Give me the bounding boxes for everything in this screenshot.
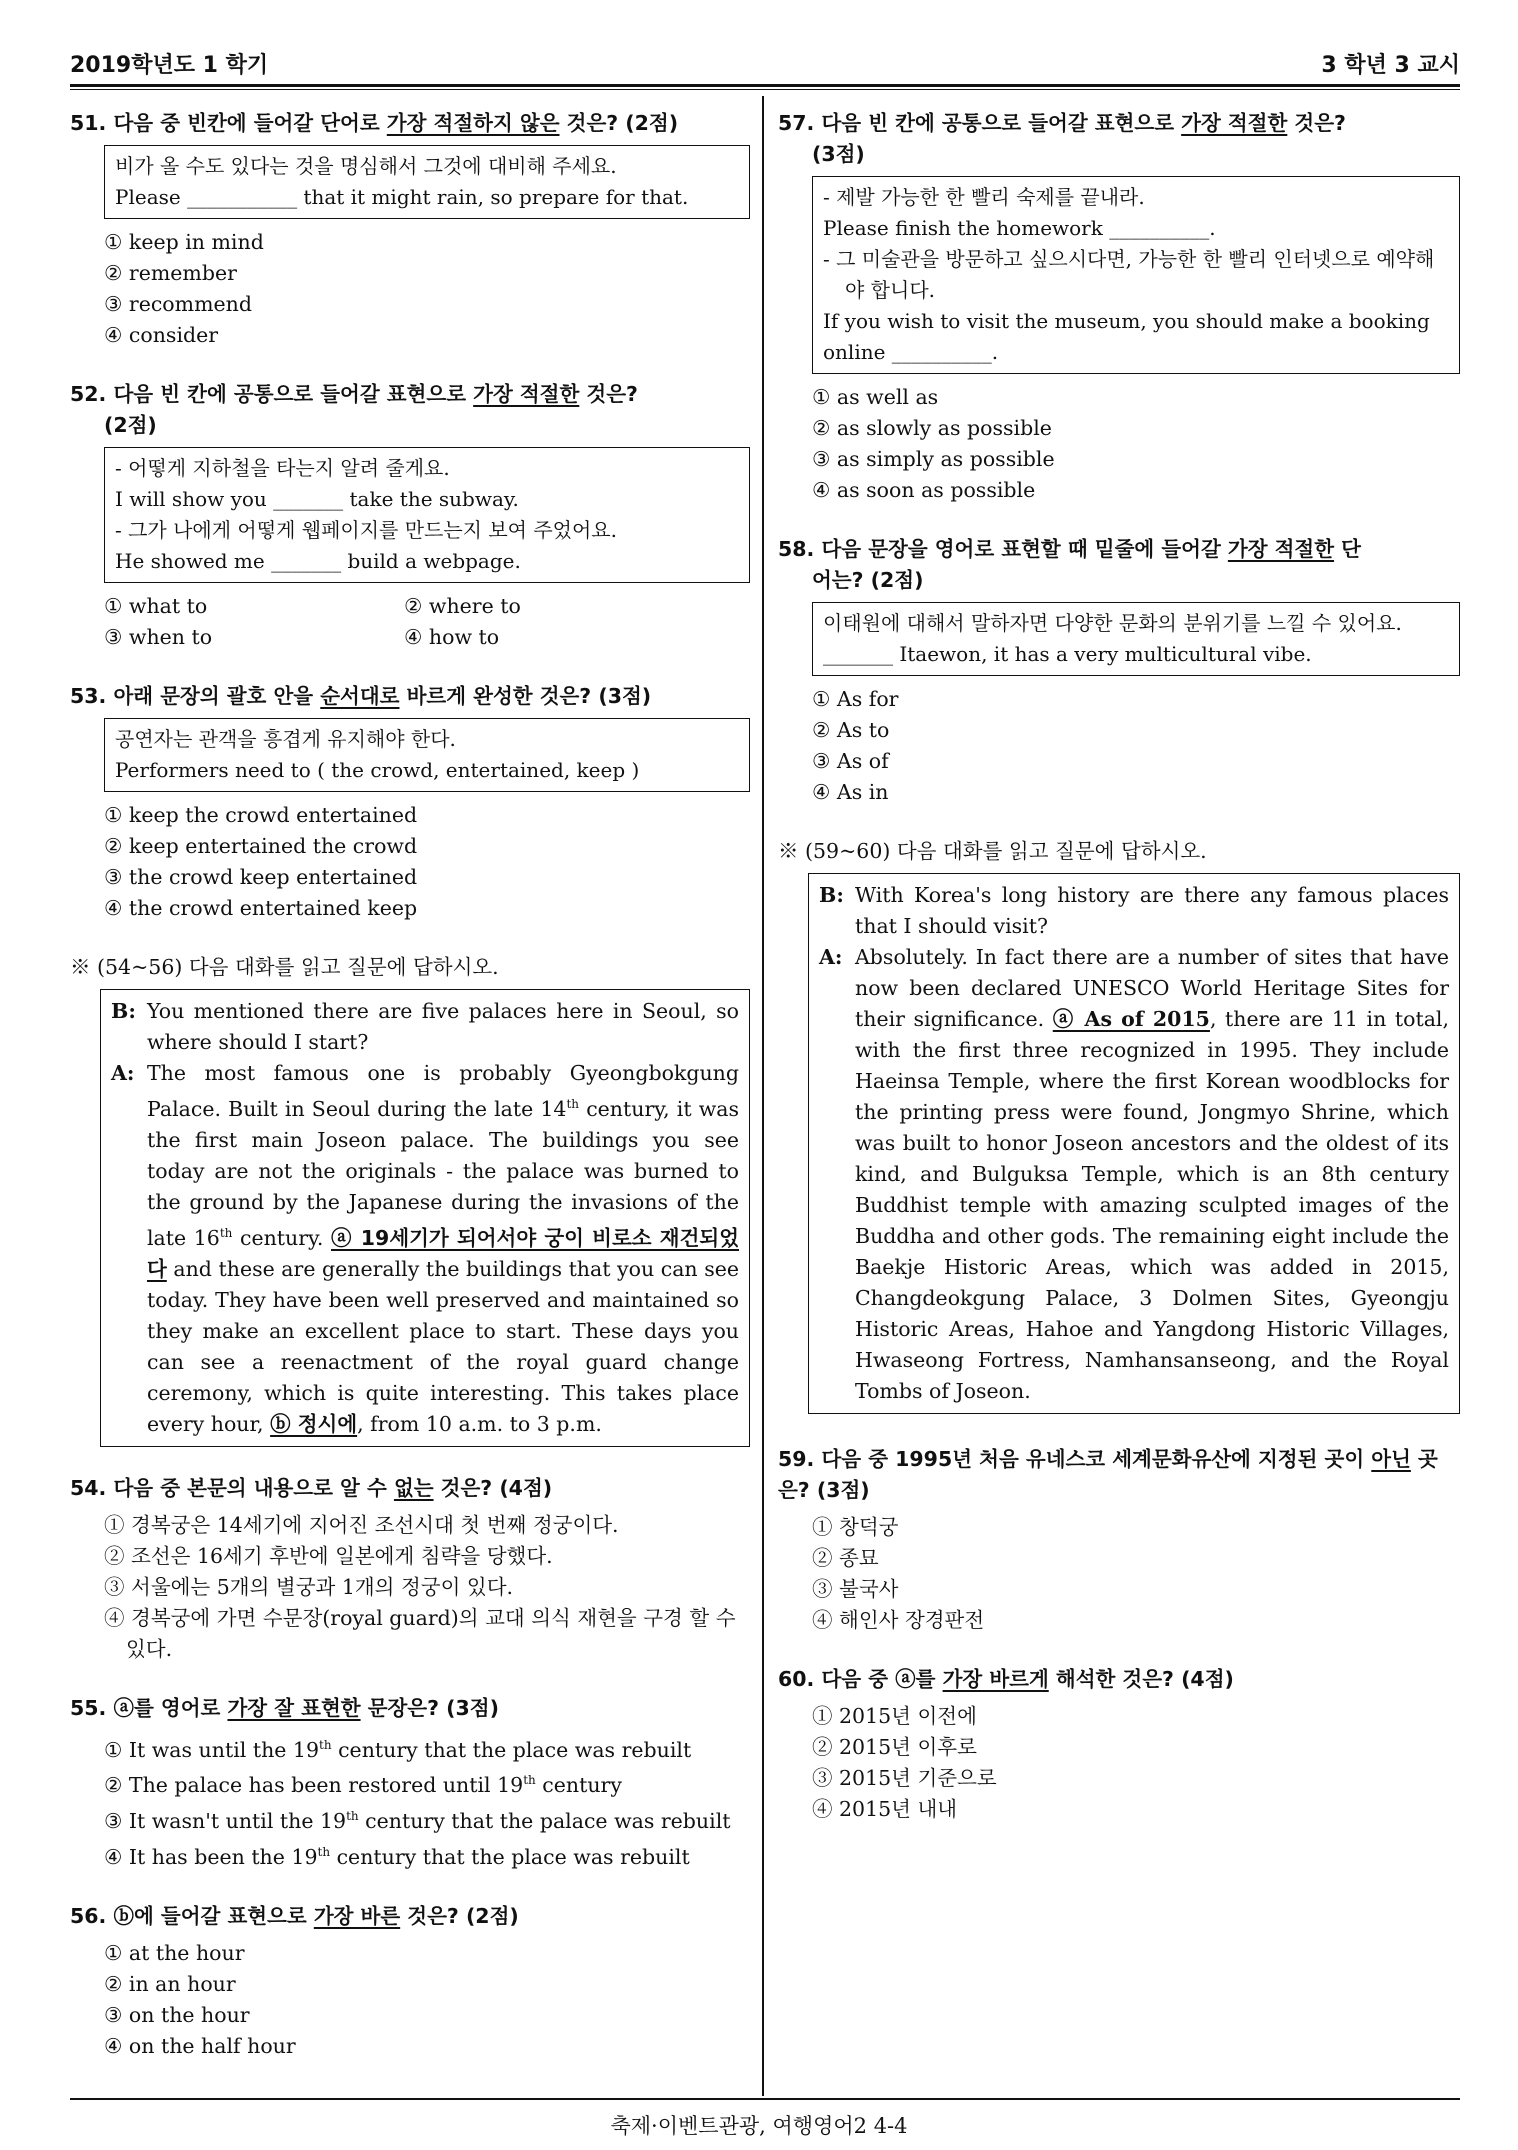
- option-53-1[interactable]: ① keep the crowd entertained: [104, 803, 418, 827]
- option-58-4[interactable]: ④ As in: [812, 780, 889, 804]
- question-59: [778, 1444, 1460, 1636]
- option-51-3[interactable]: ③ recommend: [104, 292, 252, 316]
- option-59-3[interactable]: ③ 불국사: [812, 1577, 899, 1601]
- question-60: [778, 1664, 1460, 1825]
- option-52-4[interactable]: ④ how to: [404, 625, 500, 649]
- option-52-1[interactable]: ① what to: [104, 594, 208, 618]
- option-57-4[interactable]: ④ as soon as possible: [812, 478, 1036, 502]
- option-59-2[interactable]: ② 종묘: [812, 1546, 879, 1570]
- question-54-stem: 54. 다음 중 본문의 내용으로 알 수 없는 것은? (4점): [70, 1475, 553, 1500]
- question-51-box: 비가 올 수도 있다는 것을 명심해서 그것에 대비해 주세요. Please ___________ that it might rain, so prepare for that.: [104, 145, 750, 219]
- question-57-stem: 57. 다음 빈 칸에 공통으로 들어갈 표현으로 가장 적절한 것은? (3점): [778, 111, 1346, 166]
- marker-b: ⓑ 정시에: [270, 1411, 358, 1436]
- question-53-box: 공연자는 관객을 흥겹게 유지해야 한다. Performers need to ( the crowd, entertained, keep ): [104, 718, 750, 792]
- option-55-1[interactable]: ① It was until the 19th century that the place was rebuilt: [104, 1737, 692, 1762]
- question-60-stem: 60. 다음 중 ⓐ를 가장 바르게 해석한 것은? (4점): [778, 1667, 1234, 1691]
- question-55: [70, 1693, 750, 1873]
- option-55-2[interactable]: ② The palace has been restored until 19th century: [104, 1773, 622, 1798]
- dialog-turn-a: A: The most famous one is probably Gyeongbokgung Palace. Built in Seoul during the late 14th century, it was the first main Joseon palace. The buildings you see today are not the originals - the palace was burned to the ground by the Japanese during the invasions of the late 16th century. ⓐ 19세기가 되어서야 궁이 비로소 재건되었다 and these are generally the buildings that you can see today. They have been well preserved and maintained so they make an excellent place to start. These days you can see a reenactment of the royal guard change ceremony, which is quite interesting. This takes place every hour, ⓑ 정시에, from 10 a.m. to 3 p.m.: [111, 1061, 740, 1436]
- header-term: 2019학년도 1 학기: [70, 53, 269, 78]
- option-60-3[interactable]: ③ 2015년 기준으로: [812, 1766, 997, 1790]
- option-54-4[interactable]: ④ 경복궁에 가면 수문장(royal guard)의 교대 의식 재현을 구경 할 수 있다.: [104, 1605, 736, 1661]
- option-56-2[interactable]: ② in an hour: [104, 1971, 236, 1996]
- option-51-1[interactable]: ① keep in mind: [104, 230, 264, 254]
- column-divider: [762, 96, 764, 2096]
- option-53-3[interactable]: ③ the crowd keep entertained: [104, 865, 418, 889]
- option-54-3[interactable]: ③ 서울에는 5개의 별궁과 1개의 정궁이 있다.: [104, 1574, 514, 1599]
- option-56-1[interactable]: ① at the hour: [104, 1940, 245, 1965]
- question-54: [70, 1473, 750, 1665]
- instruction-54-56: ※ (54~56) 다음 대화를 읽고 질문에 답하시오.: [70, 955, 499, 979]
- option-60-4[interactable]: ④ 2015년 내내: [812, 1797, 958, 1821]
- question-53: [70, 681, 750, 924]
- option-52-3[interactable]: ③ when to: [104, 625, 213, 649]
- option-57-3[interactable]: ③ as simply as possible: [812, 447, 1055, 471]
- option-57-1[interactable]: ① as well as: [812, 385, 939, 409]
- option-54-2[interactable]: ② 조선은 16세기 후반에 일본에게 침략을 당했다.: [104, 1543, 553, 1568]
- option-54-1[interactable]: ① 경복궁은 14세기에 지어진 조선시대 첫 번째 정궁이다.: [104, 1512, 619, 1537]
- question-51: [70, 108, 750, 351]
- option-51-2[interactable]: ② remember: [104, 261, 237, 285]
- question-52-stem: 52. 다음 빈 칸에 공통으로 들어갈 표현으로 가장 적절한 것은? (2점): [70, 382, 638, 437]
- option-59-1[interactable]: ① 창덕궁: [812, 1515, 899, 1539]
- option-51-4[interactable]: ④ consider: [104, 323, 219, 347]
- option-58-1[interactable]: ① As for: [812, 687, 899, 711]
- question-58-box: 이태원에 대해서 말하자면 다양한 문화의 분위기를 느낄 수 있어요. _______ Itaewon, it has a very multicultural vibe.: [812, 602, 1460, 676]
- option-53-4[interactable]: ④ the crowd entertained keep: [104, 896, 418, 920]
- page-header: [70, 48, 1460, 88]
- dialog2-turn-a: A: Absolutely. In fact there are a number of sites that have now been declared UNESCO World Heritage Sites for their significance. ⓐ As of 2015, there are 11 in total, with the first three recognized in 1995. They include Haeinsa Temple, where the first Korean woodblocks for the printing press were found, Jongmyo Shrine, which was built to honor Joseon ancestors and the oldest of its kind, and Bulguksa Temple, which is an 8th century Buddhist temple with amazing sculpted images of the Buddha and other gods. The remaining eight include the Baekje Historic Areas, which was added in 2015, Changdeokgung Palace, 3 Dolmen Sites, Gyeongju Historic Areas, Hahoe and Yangdong Historic Villages, Hwaseong Fortress, Namhansanseong, and the Royal Tombs of Joseon.: [819, 945, 1450, 1403]
- question-51-stem: 51. 다음 중 빈칸에 들어갈 단어로 가장 적절하지 않은 것은? (2점): [70, 111, 679, 135]
- option-60-1[interactable]: ① 2015년 이전에: [812, 1704, 977, 1728]
- dialog2-turn-b: B: With Korea's long history are there any famous places that I should visit?: [819, 883, 1449, 938]
- option-52-2[interactable]: ② where to: [404, 594, 521, 618]
- footer-rule: [70, 2098, 1460, 2100]
- question-52-box: - 어떻게 지하철을 타는지 알려 줄게요. I will show you _______ take the subway. - 그가 나에게 어떻게 웹페이지를 만드는지 보여 주었어요. He showed me _______ build a webpage.: [104, 447, 750, 583]
- option-55-4[interactable]: ④ It has been the 19th century that the place was rebuilt: [104, 1844, 690, 1869]
- marker-a-2: ⓐ As of 2015: [1052, 1007, 1210, 1031]
- instruction-59-60: ※ (59~60) 다음 대화를 읽고 질문에 답하시오.: [778, 839, 1207, 863]
- question-57-box: - 제발 가능한 한 빨리 숙제를 끝내라. Please finish the homework __________. - 그 미술관을 방문하고 싶으시다면, 가능한 한 빨리 인터넷으로 예약해야 합니다. If you wish to visit the museum, you should make a booking online __________.: [812, 176, 1460, 374]
- question-57: [778, 108, 1460, 506]
- option-57-2[interactable]: ② as slowly as possible: [812, 416, 1052, 440]
- option-60-2[interactable]: ② 2015년 이후로: [812, 1735, 977, 1759]
- page-footer: 축제·이벤트관광, 여행영어2 4-4: [610, 2114, 908, 2138]
- option-59-4[interactable]: ④ 해인사 장경판전: [812, 1608, 985, 1632]
- question-56-stem: 56. ⓑ에 들어갈 표현으로 가장 바른 것은? (2점): [70, 1903, 519, 1928]
- option-55-3[interactable]: ③ It wasn't until the 19th century that the palace was rebuilt: [104, 1809, 731, 1834]
- question-55-stem: 55. ⓐ를 영어로 가장 잘 표현한 문장은? (3점): [70, 1695, 499, 1720]
- left-column: [70, 108, 750, 2090]
- header-rule-thin: [70, 89, 1460, 90]
- right-column: [778, 108, 1460, 1853]
- option-56-4[interactable]: ④ on the half hour: [104, 2033, 296, 2058]
- question-59-stem: 59. 다음 중 1995년 처음 유네스코 세계문화유산에 지정된 곳이 아닌 곳은? (3점): [778, 1447, 1438, 1502]
- question-52: [70, 379, 750, 653]
- dialog-turn-b: B: You mentioned there are five palaces here in Seoul, so where should I start?: [111, 999, 739, 1054]
- question-58-stem: 58. 다음 문장을 영어로 표현할 때 밑줄에 들어갈 가장 적절한 단 어는? (2점): [778, 537, 1361, 592]
- option-56-3[interactable]: ③ on the hour: [104, 2002, 250, 2027]
- option-58-2[interactable]: ② As to: [812, 718, 890, 742]
- marker-a: ⓐ 19세기가 되어서야 궁이 비로소 재건되었다: [147, 1225, 740, 1281]
- question-56: [70, 1901, 750, 2062]
- header-grade-period: 3 학년 3 교시: [1321, 53, 1460, 78]
- option-53-2[interactable]: ② keep entertained the crowd: [104, 834, 418, 858]
- question-53-stem: 53. 아래 문장의 괄호 안을 순서대로 바르게 완성한 것은? (3점): [70, 684, 652, 708]
- header-rule: [70, 84, 1460, 87]
- option-58-3[interactable]: ③ As of: [812, 749, 889, 773]
- dialog-54-56: [100, 989, 750, 1447]
- dialog-59-60: [808, 873, 1460, 1414]
- question-58: [778, 534, 1460, 808]
